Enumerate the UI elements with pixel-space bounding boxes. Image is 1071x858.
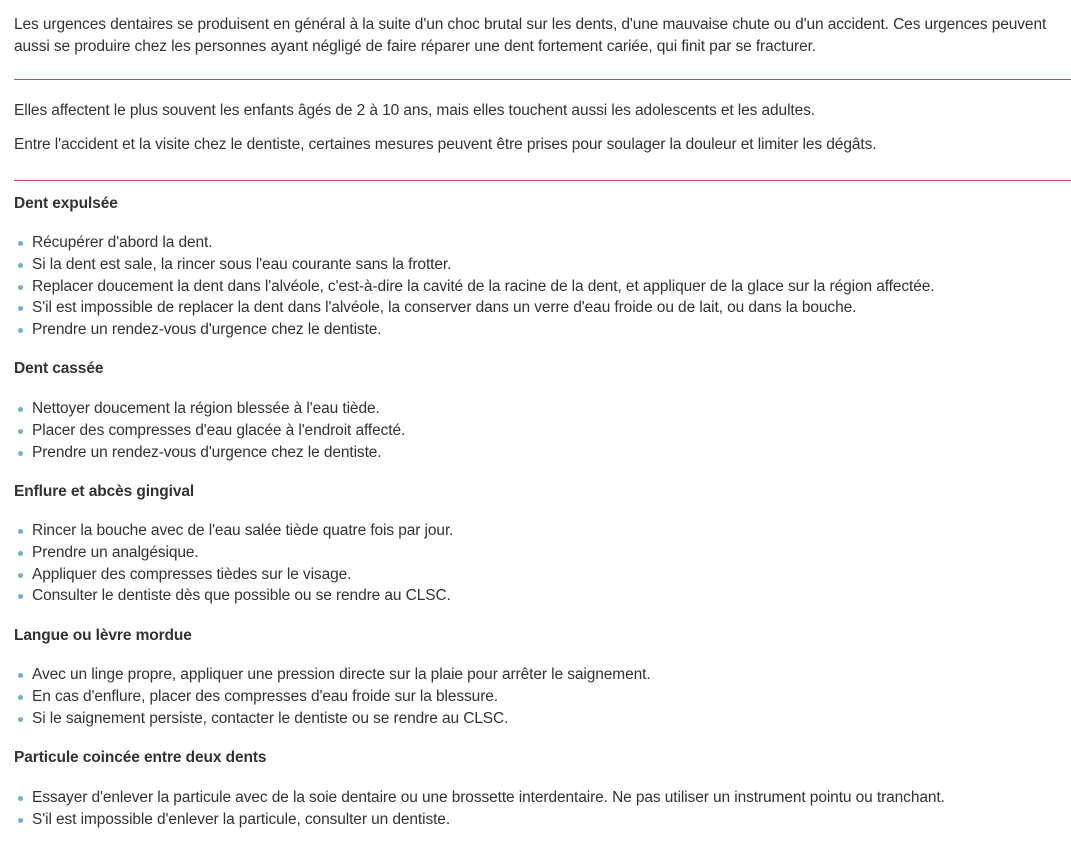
list-item: S'il est impossible de replacer la dent dans l'alvéole, la conserver dans un verre d'eau froide ou de lait, ou dans la bouche. [14,297,1061,319]
bullet-icon [18,717,23,722]
intro-paragraph-1: Les urgences dentaires se produisent en général à la suite d'un choc brutal sur les dents, d'une mauvaise chute ou d'un accident. Ces urgences peuvent aussi se produire chez les personnes ayant négligé de faire réparer une dent fortement cariée, qui finit par se fracturer. [14,16,1047,55]
list-item: Replacer doucement la dent dans l'alvéole, c'est-à-dire la cavité de la racine de la dent, et appliquer de la glace sur la région affectée. [14,276,1061,298]
intro-paragraph-3: Entre l'accident et la visite chez le dentiste, certaines mesures peuvent être prises pour soulager la douleur et limiter les dégâts. [14,136,877,153]
section-heading-dent-cassee: Dent cassée [14,360,104,377]
section-list-dent-expulsee [14,232,1061,341]
bullet-icon [18,328,23,333]
bullet-icon [18,673,23,678]
list-item: Appliquer des compresses tièdes sur le visage. [14,564,1061,586]
bullet-icon [18,306,23,311]
list-item: Nettoyer doucement la région blessée à l'eau tiède. [14,398,1061,420]
list-item: Prendre un analgésique. [14,542,1061,564]
list-item: Consulter le dentiste dès que possible ou se rendre au CLSC. [14,585,1061,607]
section-list-enflure-abces [14,520,1061,607]
list-item: Prendre un rendez-vous d'urgence chez le dentiste. [14,442,1061,464]
bullet-icon [18,594,23,599]
section-heading-dent-expulsee: Dent expulsée [14,195,118,212]
section-heading-langue-levre: Langue ou lèvre mordue [14,627,192,644]
bullet-icon [18,407,23,412]
section-list-particule [14,787,1061,831]
list-item: Récupérer d'abord la dent. [14,232,1061,254]
list-item: Prendre un rendez-vous d'urgence chez le dentiste. [14,319,1061,341]
list-item: Si la dent est sale, la rincer sous l'eau courante sans la frotter. [14,254,1061,276]
bullet-icon [18,796,23,801]
divider-2 [14,180,1071,181]
section-heading-enflure-abces: Enflure et abcès gingival [14,483,195,500]
section-list-langue-levre [14,664,1061,729]
bullet-icon [18,695,23,700]
bullet-icon [18,573,23,578]
list-item: Essayer d'enlever la particule avec de la soie dentaire ou une brossette interdentaire. Ne pas utiliser un instrument pointu ou tranchant. [14,787,1061,809]
section-heading-particule: Particule coincée entre deux dents [14,749,267,766]
list-item: S'il est impossible d'enlever la particule, consulter un dentiste. [14,809,1061,831]
bullet-icon [18,818,23,823]
bullet-icon [18,551,23,556]
bullet-icon [18,429,23,434]
divider-1 [14,79,1071,80]
intro-paragraph-2: Elles affectent le plus souvent les enfants âgés de 2 à 10 ans, mais elles touchent aussi les adolescents et les adultes. [14,102,816,119]
list-item: Placer des compresses d'eau glacée à l'endroit affecté. [14,420,1061,442]
bullet-icon [18,529,23,534]
bullet-icon [18,263,23,268]
list-item: En cas d'enflure, placer des compresses d'eau froide sur la blessure. [14,686,1061,708]
list-item: Avec un linge propre, appliquer une pression directe sur la plaie pour arrêter le saignement. [14,664,1061,686]
list-item: Rincer la bouche avec de l'eau salée tiède quatre fois par jour. [14,520,1061,542]
bullet-icon [18,451,23,456]
bullet-icon [18,285,23,290]
section-list-dent-cassee [14,398,1061,463]
list-item: Si le saignement persiste, contacter le dentiste ou se rendre au CLSC. [14,708,1061,730]
bullet-icon [18,241,23,246]
